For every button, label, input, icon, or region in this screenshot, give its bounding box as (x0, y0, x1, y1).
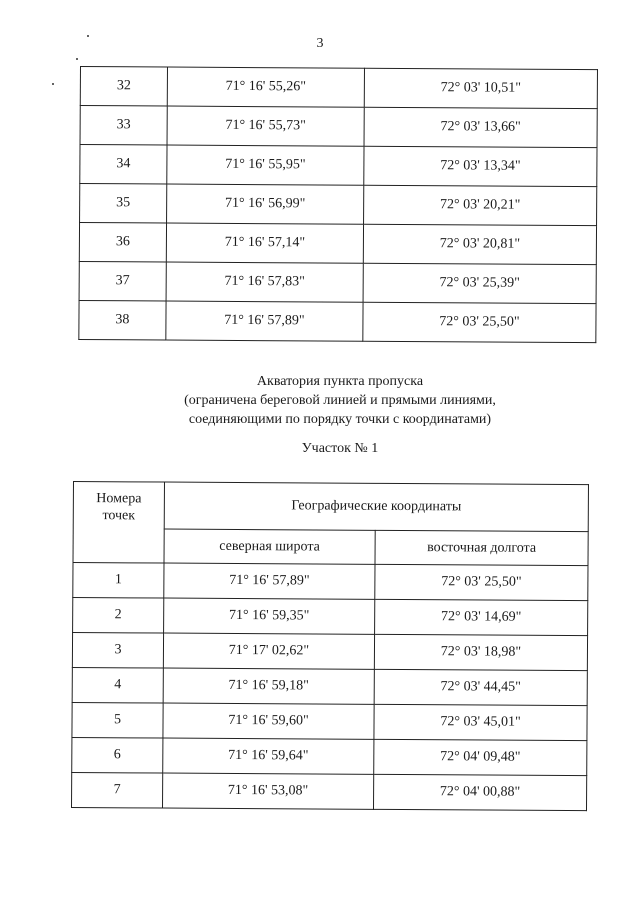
table-row (73, 563, 588, 601)
point-number: 38 (79, 300, 166, 340)
longitude-cell: 72° 03' 20,21" (364, 185, 597, 225)
table-row (80, 67, 597, 109)
point-number: 5 (72, 702, 163, 738)
point-number: 7 (72, 772, 163, 808)
latitude-cell: 71° 16' 57,89" (164, 563, 375, 599)
latitude-cell: 71° 16' 55,73" (167, 106, 364, 146)
longitude-cell: 72° 03' 25,50" (375, 564, 588, 600)
point-number: 3 (72, 633, 163, 669)
table-row (79, 261, 596, 303)
header-geo-coordinates: Географические координаты (164, 482, 588, 531)
latitude-cell: 71° 16' 57,89" (166, 301, 363, 341)
latitude-cell: 71° 16' 59,64" (163, 738, 374, 774)
header-line: точек (102, 508, 136, 524)
latitude-cell: 71° 16' 59,18" (163, 668, 374, 704)
longitude-cell: 72° 03' 44,45" (374, 669, 587, 705)
point-number: 6 (72, 737, 163, 773)
longitude-cell: 72° 03' 13,34" (364, 146, 597, 186)
point-number: 2 (73, 598, 164, 634)
heading-line: Акватория пункта пропуска (256, 374, 424, 389)
section-heading (80, 372, 600, 429)
point-number: 4 (72, 667, 163, 703)
table-row (73, 598, 588, 636)
longitude-cell: 72° 03' 20,81" (363, 224, 596, 264)
table-row (79, 300, 596, 342)
point-number: 1 (73, 563, 164, 599)
point-number: 35 (80, 184, 167, 224)
header-point-numbers (73, 482, 164, 564)
table-row (72, 667, 587, 705)
latitude-cell: 71° 16' 57,83" (166, 262, 363, 302)
latitude-cell: 71° 16' 59,35" (164, 598, 375, 634)
table-row (79, 223, 596, 265)
header-longitude: восточная долгота (375, 530, 588, 566)
coordinates-table-continued (78, 66, 598, 343)
longitude-cell: 72° 04' 09,48" (374, 739, 587, 775)
longitude-cell: 72° 03' 25,50" (363, 302, 596, 342)
latitude-cell: 71° 16' 55,95" (167, 145, 364, 185)
coordinates-table (71, 481, 589, 811)
longitude-cell: 72° 03' 18,98" (374, 634, 587, 670)
point-number: 36 (79, 223, 166, 263)
longitude-cell: 72° 03' 10,51" (364, 68, 597, 108)
header-latitude: северная широта (164, 529, 375, 565)
heading-line: соединяющими по порядку точки с координатами) (188, 412, 492, 427)
point-number: 32 (80, 67, 167, 107)
table-row (80, 145, 597, 187)
longitude-cell: 72° 03' 45,01" (374, 704, 587, 740)
table-row (72, 702, 587, 740)
table-row (80, 184, 597, 226)
longitude-cell: 72° 03' 14,69" (375, 599, 588, 635)
page-number: 3 (316, 36, 324, 51)
header-line: Номера (96, 491, 142, 507)
point-number: 33 (80, 106, 167, 146)
latitude-cell: 71° 16' 55,26" (167, 67, 364, 107)
latitude-cell: 71° 17' 02,62" (163, 633, 374, 669)
longitude-cell: 72° 03' 13,66" (364, 107, 597, 147)
table-row (72, 737, 587, 775)
scan-speck (76, 58, 78, 60)
longitude-cell: 72° 04' 00,88" (373, 774, 586, 810)
scan-speck (87, 35, 89, 37)
point-number: 34 (80, 145, 167, 185)
table-row (72, 633, 587, 671)
latitude-cell: 71° 16' 53,08" (163, 773, 374, 809)
latitude-cell: 71° 16' 57,14" (166, 223, 363, 263)
scan-speck (52, 83, 54, 85)
table-row (72, 772, 587, 810)
latitude-cell: 71° 16' 59,60" (163, 703, 374, 739)
latitude-cell: 71° 16' 56,99" (167, 184, 364, 224)
point-number: 37 (79, 261, 166, 301)
longitude-cell: 72° 03' 25,39" (363, 263, 596, 303)
table-row (80, 106, 597, 148)
section-title: Участок № 1 (301, 441, 379, 456)
heading-line: (ограничена береговой линией и прямыми линиями, (184, 393, 496, 408)
